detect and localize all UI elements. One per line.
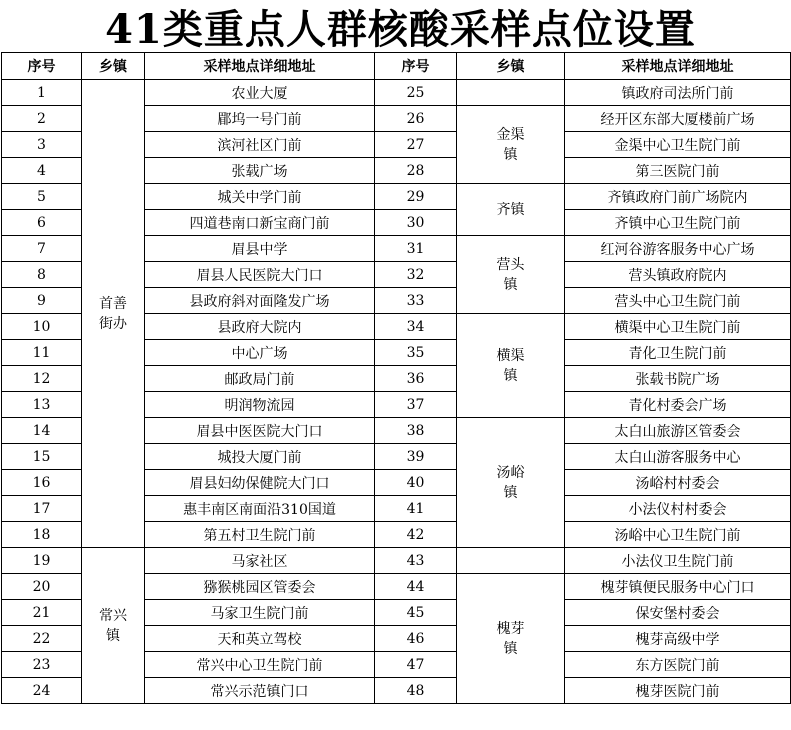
header-town-left: 乡镇 [82, 53, 145, 80]
site-address: 齐镇政府门前广场院内 [565, 184, 791, 210]
page-title: 41类重点人群核酸采样点位设置 [105, 5, 696, 53]
site-address: 马家社区 [145, 548, 375, 574]
site-address: 槐芽医院门前 [565, 678, 791, 704]
row-number: 5 [2, 184, 82, 210]
town-cell [457, 106, 565, 184]
row-number: 23 [2, 652, 82, 678]
town-name: 金渠镇 [496, 126, 525, 163]
sampling-sites-table [1, 52, 791, 704]
site-address: 眉县人民医院大门口 [145, 262, 375, 288]
town-cell [457, 236, 565, 314]
row-number: 10 [2, 314, 82, 340]
row-number: 42 [375, 522, 457, 548]
site-address: 保安堡村委会 [565, 600, 791, 626]
town-name: 槐芽镇 [496, 620, 525, 657]
town-cell [457, 184, 565, 236]
site-address: 农业大厦 [145, 80, 375, 106]
site-address: 眉县中学 [145, 236, 375, 262]
site-address: 横渠中心卫生院门前 [565, 314, 791, 340]
town-name: 常兴镇 [99, 607, 127, 644]
row-number: 45 [375, 600, 457, 626]
row-number: 12 [2, 366, 82, 392]
row-number: 29 [375, 184, 457, 210]
header-no-right: 序号 [375, 53, 457, 80]
site-address: 第五村卫生院门前 [145, 522, 375, 548]
row-number: 39 [375, 444, 457, 470]
site-address: 马家卫生院门前 [145, 600, 375, 626]
row-number: 16 [2, 470, 82, 496]
site-address: 常兴示范镇门口 [145, 678, 375, 704]
site-address: 青化村委会广场 [565, 392, 791, 418]
row-number: 15 [2, 444, 82, 470]
site-address: 张载广场 [145, 158, 375, 184]
row-number: 48 [375, 678, 457, 704]
site-address: 眉县妇幼保健院大门口 [145, 470, 375, 496]
site-address: 滨河社区门前 [145, 132, 375, 158]
header-town-right: 乡镇 [457, 53, 565, 80]
site-address: 邮政局门前 [145, 366, 375, 392]
town-cell [457, 314, 565, 418]
row-number: 24 [2, 678, 82, 704]
site-address: 镇政府司法所门前 [565, 80, 791, 106]
row-number: 13 [2, 392, 82, 418]
row-number: 46 [375, 626, 457, 652]
row-number: 26 [375, 106, 457, 132]
site-address: 太白山游客服务中心 [565, 444, 791, 470]
row-number: 20 [2, 574, 82, 600]
row-number: 41 [375, 496, 457, 522]
row-number: 14 [2, 418, 82, 444]
header-no-left: 序号 [2, 53, 82, 80]
row-number: 40 [375, 470, 457, 496]
town-cell [457, 548, 565, 574]
site-address: 城投大厦门前 [145, 444, 375, 470]
row-number: 44 [375, 574, 457, 600]
row-number: 11 [2, 340, 82, 366]
town-cell [457, 574, 565, 704]
table-header-row [2, 53, 791, 80]
site-address: 小法仪村村委会 [565, 496, 791, 522]
row-number: 30 [375, 210, 457, 236]
site-address: 惠丰南区南面沿310国道 [145, 496, 375, 522]
town-name: 横渠镇 [496, 347, 525, 384]
site-address: 营头中心卫生院门前 [565, 288, 791, 314]
table-row [2, 548, 791, 574]
site-address: 县政府斜对面隆发广场 [145, 288, 375, 314]
table-row [2, 80, 791, 106]
town-cell [457, 80, 565, 106]
site-address: 汤峪村村委会 [565, 470, 791, 496]
row-number: 22 [2, 626, 82, 652]
row-number: 47 [375, 652, 457, 678]
row-number: 27 [375, 132, 457, 158]
row-number: 33 [375, 288, 457, 314]
site-address: 东方医院门前 [565, 652, 791, 678]
site-address: 齐镇中心卫生院门前 [565, 210, 791, 236]
row-number: 38 [375, 418, 457, 444]
town-name: 齐镇 [496, 201, 525, 218]
site-address: 猕猴桃园区管委会 [145, 574, 375, 600]
site-address: 经开区东部大厦楼前广场 [565, 106, 791, 132]
row-number: 28 [375, 158, 457, 184]
row-number: 9 [2, 288, 82, 314]
row-number: 19 [2, 548, 82, 574]
site-address: 槐芽高级中学 [565, 626, 791, 652]
row-number: 8 [2, 262, 82, 288]
row-number: 31 [375, 236, 457, 262]
row-number: 34 [375, 314, 457, 340]
row-number: 17 [2, 496, 82, 522]
row-number: 1 [2, 80, 82, 106]
row-number: 21 [2, 600, 82, 626]
site-address: 金渠中心卫生院门前 [565, 132, 791, 158]
row-number: 7 [2, 236, 82, 262]
town-cell [82, 80, 145, 548]
town-cell [457, 418, 565, 548]
site-address: 郿坞一号门前 [145, 106, 375, 132]
row-number: 36 [375, 366, 457, 392]
row-number: 25 [375, 80, 457, 106]
row-number: 37 [375, 392, 457, 418]
site-address: 县政府大院内 [145, 314, 375, 340]
site-address: 四道巷南口新宝商门前 [145, 210, 375, 236]
row-number: 18 [2, 522, 82, 548]
town-name: 首善街办 [99, 295, 127, 332]
row-number: 4 [2, 158, 82, 184]
site-address: 红河谷游客服务中心广场 [565, 236, 791, 262]
site-address: 城关中学门前 [145, 184, 375, 210]
site-address: 小法仪卫生院门前 [565, 548, 791, 574]
site-address: 第三医院门前 [565, 158, 791, 184]
town-name: 汤峪镇 [496, 464, 525, 501]
site-address: 营头镇政府院内 [565, 262, 791, 288]
header-address-left: 采样地点详细地址 [145, 53, 375, 80]
site-address: 明润物流园 [145, 392, 375, 418]
row-number: 43 [375, 548, 457, 574]
site-address: 常兴中心卫生院门前 [145, 652, 375, 678]
row-number: 35 [375, 340, 457, 366]
row-number: 6 [2, 210, 82, 236]
row-number: 3 [2, 132, 82, 158]
site-address: 槐芽镇便民服务中心门口 [565, 574, 791, 600]
row-number: 2 [2, 106, 82, 132]
site-address: 张载书院广场 [565, 366, 791, 392]
town-cell [82, 548, 145, 704]
site-address: 汤峪中心卫生院门前 [565, 522, 791, 548]
site-address: 天和英立驾校 [145, 626, 375, 652]
town-name: 营头镇 [496, 256, 525, 293]
site-address: 太白山旅游区管委会 [565, 418, 791, 444]
site-address: 眉县中医医院大门口 [145, 418, 375, 444]
site-address: 青化卫生院门前 [565, 340, 791, 366]
header-address-right: 采样地点详细地址 [565, 53, 791, 80]
site-address: 中心广场 [145, 340, 375, 366]
row-number: 32 [375, 262, 457, 288]
